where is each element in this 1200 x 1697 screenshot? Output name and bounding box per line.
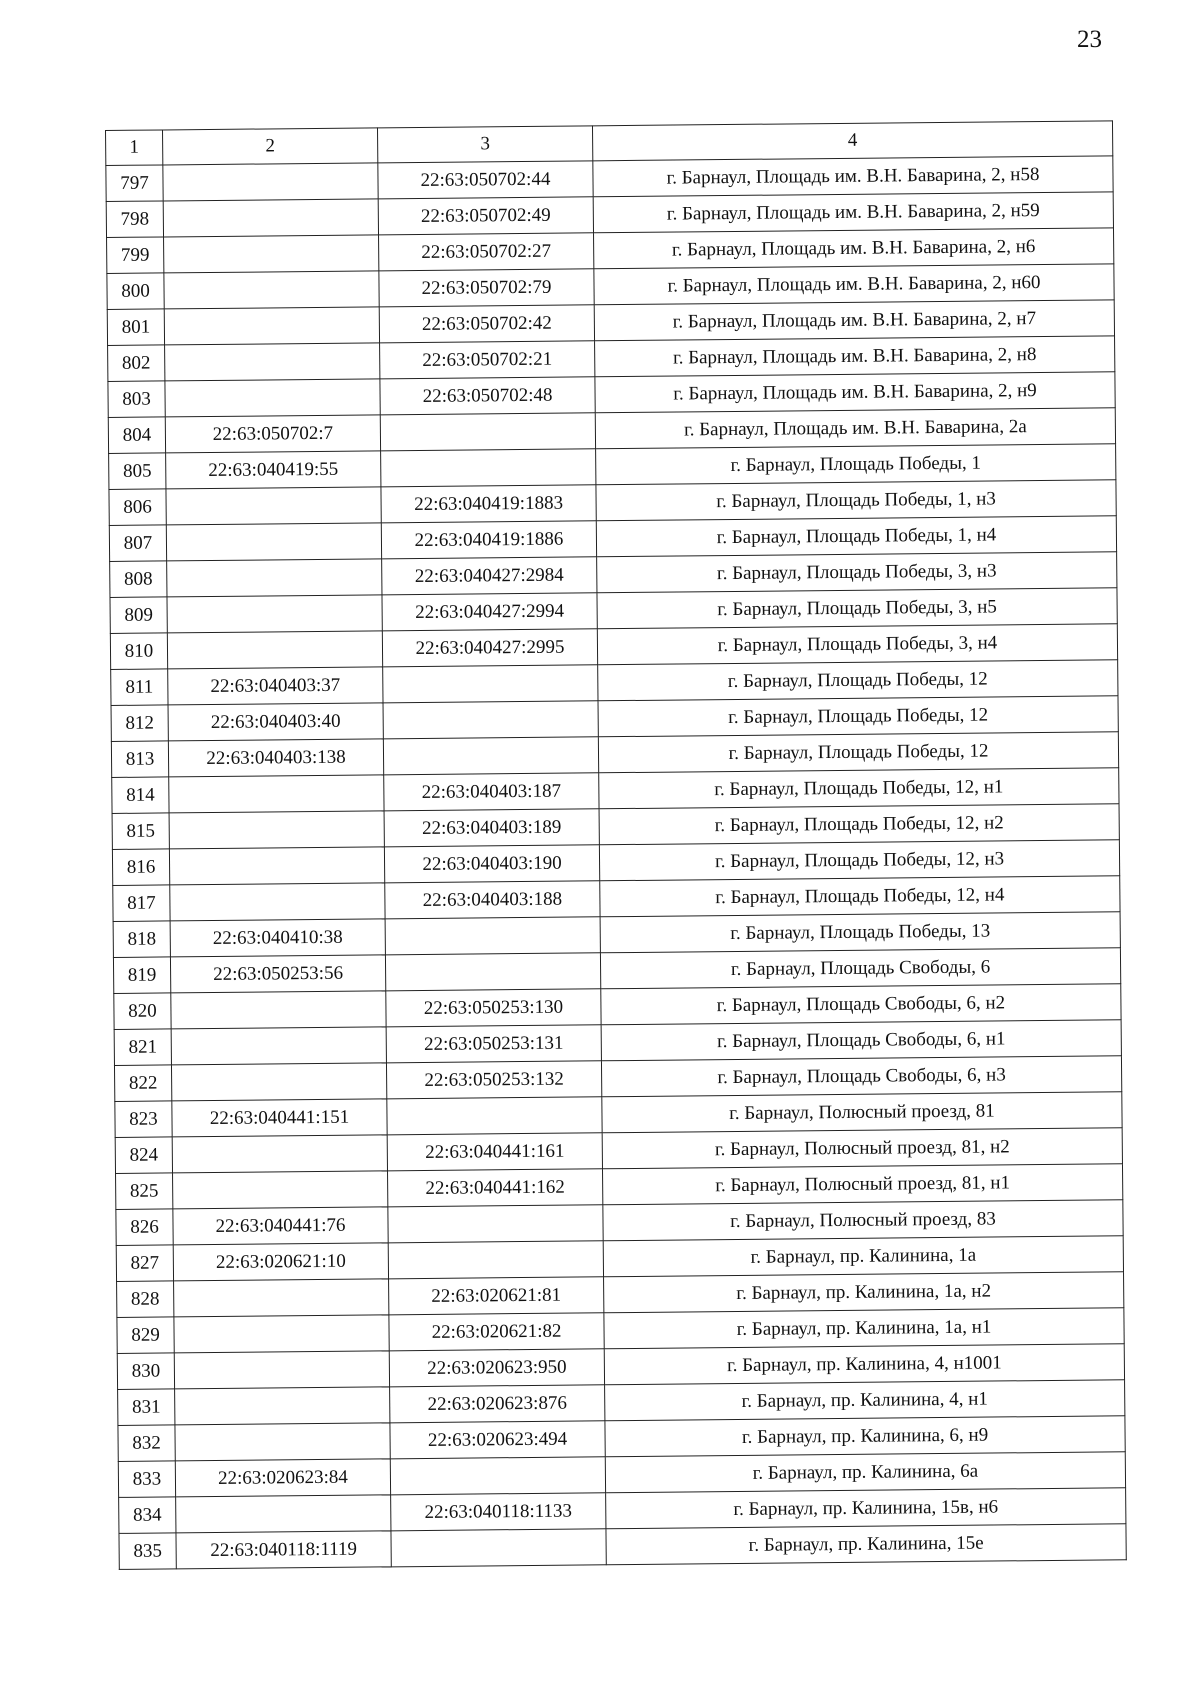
land-cadastral-number-cell: 22:63:040403:138 xyxy=(168,739,383,777)
row-number-cell: 815 xyxy=(112,813,169,850)
address-cell: г. Барнаул, Площадь Победы, 12 xyxy=(598,660,1118,701)
row-number-cell: 826 xyxy=(116,1209,173,1246)
land-cadastral-number-cell xyxy=(173,1171,388,1209)
land-cadastral-number-cell xyxy=(171,1027,386,1065)
row-number-cell: 831 xyxy=(118,1389,175,1426)
row-number-cell: 829 xyxy=(117,1317,174,1354)
building-cadastral-number-cell xyxy=(383,701,598,739)
building-cadastral-number-cell: 22:63:020621:81 xyxy=(389,1277,604,1315)
land-cadastral-number-cell: 22:63:040403:37 xyxy=(168,667,383,705)
building-cadastral-number-cell xyxy=(387,1097,602,1135)
address-cell: г. Барнаул, Полюсный проезд, 81, н2 xyxy=(602,1128,1122,1169)
column-header-3: 3 xyxy=(377,126,592,163)
building-cadastral-number-cell: 22:63:040419:1886 xyxy=(381,521,596,559)
row-number-cell: 803 xyxy=(108,381,165,418)
row-number-cell: 827 xyxy=(116,1245,173,1282)
building-cadastral-number-cell: 22:63:050702:79 xyxy=(379,269,594,307)
building-cadastral-number-cell xyxy=(383,737,598,775)
land-cadastral-number-cell: 22:63:020621:10 xyxy=(173,1243,388,1281)
building-cadastral-number-cell xyxy=(380,413,595,451)
address-cell: г. Барнаул, Площадь им. В.Н. Баварина, 2, н6 xyxy=(594,228,1114,269)
row-number-cell: 823 xyxy=(115,1101,172,1138)
address-cell: г. Барнаул, Площадь Победы, 1, н4 xyxy=(596,516,1116,557)
building-cadastral-number-cell xyxy=(391,1529,606,1567)
address-cell: г. Барнаул, Площадь Свободы, 6 xyxy=(600,948,1120,989)
row-number-cell: 816 xyxy=(112,849,169,886)
building-cadastral-number-cell xyxy=(385,953,600,991)
land-cadastral-number-cell xyxy=(165,379,380,417)
address-cell: г. Барнаул, Полюсный проезд, 81 xyxy=(602,1092,1122,1133)
row-number-cell: 817 xyxy=(113,885,170,922)
building-cadastral-number-cell: 22:63:020623:950 xyxy=(389,1349,604,1387)
address-cell: г. Барнаул, Площадь Победы, 3, н5 xyxy=(597,588,1117,629)
address-cell: г. Барнаул, пр. Калинина, 4, н1001 xyxy=(604,1344,1124,1385)
address-cell: г. Барнаул, Площадь Победы, 3, н3 xyxy=(597,552,1117,593)
row-number-cell: 835 xyxy=(119,1533,176,1570)
row-number-cell: 825 xyxy=(116,1173,173,1210)
land-cadastral-number-cell xyxy=(163,199,378,237)
address-cell: г. Барнаул, пр. Калинина, 6а xyxy=(605,1452,1125,1493)
address-cell: г. Барнаул, Площадь им. В.Н. Баварина, 2, н58 xyxy=(593,156,1113,197)
address-cell: г. Барнаул, Площадь Свободы, 6, н2 xyxy=(601,984,1121,1025)
building-cadastral-number-cell: 22:63:050253:130 xyxy=(386,989,601,1027)
row-number-cell: 809 xyxy=(110,597,167,634)
land-cadastral-number-cell xyxy=(169,811,384,849)
building-cadastral-number-cell: 22:63:050253:132 xyxy=(386,1061,601,1099)
land-cadastral-number-cell xyxy=(172,1135,387,1173)
building-cadastral-number-cell: 22:63:040403:189 xyxy=(384,809,599,847)
land-cadastral-number-cell: 22:63:050702:7 xyxy=(165,415,380,453)
address-cell: г. Барнаул, Площадь им. В.Н. Баварина, 2, н8 xyxy=(595,336,1115,377)
address-cell: г. Барнаул, Площадь им. В.Н. Баварина, 2, н59 xyxy=(593,192,1113,233)
address-cell: г. Барнаул, пр. Калинина, 15в, н6 xyxy=(606,1488,1126,1529)
address-cell: г. Барнаул, Площадь Победы, 1, н3 xyxy=(596,480,1116,521)
row-number-cell: 814 xyxy=(112,777,169,814)
building-cadastral-number-cell: 22:63:040403:187 xyxy=(384,773,599,811)
land-cadastral-number-cell xyxy=(175,1423,390,1461)
land-cadastral-number-cell: 22:63:040118:1119 xyxy=(176,1531,391,1569)
building-cadastral-number-cell: 22:63:040441:162 xyxy=(388,1169,603,1207)
address-cell: г. Барнаул, Площадь Победы, 12, н2 xyxy=(599,804,1119,845)
row-number-cell: 810 xyxy=(110,633,167,670)
address-cell: г. Барнаул, Площадь им. В.Н. Баварина, 2, н60 xyxy=(594,264,1114,305)
column-header-2: 2 xyxy=(163,128,378,165)
address-cell: г. Барнаул, Площадь им. В.Н. Баварина, 2, н9 xyxy=(595,372,1115,413)
building-cadastral-number-cell: 22:63:040427:2984 xyxy=(382,557,597,595)
address-cell: г. Барнаул, Полюсный проезд, 83 xyxy=(603,1200,1123,1241)
building-cadastral-number-cell xyxy=(390,1457,605,1495)
address-cell: г. Барнаул, Площадь Победы, 12, н3 xyxy=(599,840,1119,881)
building-cadastral-number-cell xyxy=(385,917,600,955)
building-cadastral-number-cell: 22:63:040118:1133 xyxy=(391,1493,606,1531)
building-cadastral-number-cell: 22:63:020623:876 xyxy=(390,1385,605,1423)
land-cadastral-number-cell xyxy=(170,883,385,921)
building-cadastral-number-cell: 22:63:040427:2994 xyxy=(382,593,597,631)
building-cadastral-number-cell: 22:63:050702:42 xyxy=(379,305,594,343)
row-number-cell: 819 xyxy=(113,957,170,994)
row-number-cell: 822 xyxy=(114,1065,171,1102)
building-cadastral-number-cell: 22:63:040441:161 xyxy=(387,1133,602,1171)
row-number-cell: 830 xyxy=(117,1353,174,1390)
address-cell: г. Барнаул, Полюсный проезд, 81, н1 xyxy=(602,1164,1122,1205)
row-number-cell: 805 xyxy=(109,453,166,490)
address-cell: г. Барнаул, Площадь Победы, 12, н4 xyxy=(600,876,1120,917)
address-cell: г. Барнаул, Площадь им. В.Н. Баварина, 2, н7 xyxy=(594,300,1114,341)
row-number-cell: 832 xyxy=(118,1425,175,1462)
building-cadastral-number-cell xyxy=(388,1205,603,1243)
row-number-cell: 799 xyxy=(107,237,164,274)
row-number-cell: 813 xyxy=(111,741,168,778)
row-number-cell: 833 xyxy=(118,1461,175,1498)
building-cadastral-number-cell: 22:63:040403:190 xyxy=(384,845,599,883)
building-cadastral-number-cell: 22:63:050253:131 xyxy=(386,1025,601,1063)
row-number-cell: 818 xyxy=(113,921,170,958)
land-cadastral-number-cell xyxy=(163,163,378,201)
registry-table xyxy=(105,120,1127,1570)
building-cadastral-number-cell: 22:63:050702:21 xyxy=(380,341,595,379)
address-cell: г. Барнаул, пр. Калинина, 1а, н1 xyxy=(604,1308,1124,1349)
address-cell: г. Барнаул, Площадь Победы, 12, н1 xyxy=(599,768,1119,809)
building-cadastral-number-cell xyxy=(383,665,598,703)
address-cell: г. Барнаул, Площадь Победы, 13 xyxy=(600,912,1120,953)
building-cadastral-number-cell xyxy=(388,1241,603,1279)
land-cadastral-number-cell: 22:63:040441:151 xyxy=(172,1099,387,1137)
land-cadastral-number-cell xyxy=(164,271,379,309)
building-cadastral-number-cell: 22:63:020623:494 xyxy=(390,1421,605,1459)
land-cadastral-number-cell xyxy=(166,487,381,525)
address-cell: г. Барнаул, Площадь Свободы, 6, н3 xyxy=(601,1056,1121,1097)
page-number: 23 xyxy=(1077,26,1102,53)
land-cadastral-number-cell xyxy=(169,775,384,813)
building-cadastral-number-cell: 22:63:040419:1883 xyxy=(381,485,596,523)
row-number-cell: 804 xyxy=(108,417,165,454)
building-cadastral-number-cell: 22:63:050702:48 xyxy=(380,377,595,415)
land-cadastral-number-cell xyxy=(171,1063,386,1101)
address-cell: г. Барнаул, пр. Калинина, 4, н1 xyxy=(605,1380,1125,1421)
row-number-cell: 801 xyxy=(107,309,164,346)
land-cadastral-number-cell xyxy=(174,1279,389,1317)
building-cadastral-number-cell: 22:63:040403:188 xyxy=(385,881,600,919)
address-cell: г. Барнаул, Площадь Победы, 12 xyxy=(598,696,1118,737)
row-number-cell: 807 xyxy=(109,525,166,562)
address-cell: г. Барнаул, пр. Калинина, 1а, н2 xyxy=(604,1272,1124,1313)
table-body xyxy=(106,156,1126,1570)
land-cadastral-number-cell: 22:63:020623:84 xyxy=(175,1459,390,1497)
row-number-cell: 800 xyxy=(107,273,164,310)
column-header-1: 1 xyxy=(106,130,163,166)
row-number-cell: 834 xyxy=(119,1497,176,1534)
address-cell: г. Барнаул, пр. Калинина, 6, н9 xyxy=(605,1416,1125,1457)
land-cadastral-number-cell: 22:63:040410:38 xyxy=(170,919,385,957)
land-cadastral-number-cell: 22:63:040403:40 xyxy=(168,703,383,741)
row-number-cell: 828 xyxy=(117,1281,174,1318)
row-number-cell: 820 xyxy=(114,993,171,1030)
row-number-cell: 812 xyxy=(111,705,168,742)
land-cadastral-number-cell xyxy=(167,595,382,633)
land-cadastral-number-cell: 22:63:040419:55 xyxy=(166,451,381,489)
land-cadastral-number-cell xyxy=(171,991,386,1029)
address-cell: г. Барнаул, Площадь Победы, 1 xyxy=(596,444,1116,485)
row-number-cell: 808 xyxy=(110,561,167,598)
building-cadastral-number-cell: 22:63:050702:44 xyxy=(378,161,593,199)
land-cadastral-number-cell xyxy=(174,1315,389,1353)
land-cadastral-number-cell xyxy=(176,1495,391,1533)
land-cadastral-number-cell xyxy=(166,523,381,561)
row-number-cell: 821 xyxy=(114,1029,171,1066)
land-cadastral-number-cell xyxy=(167,559,382,597)
address-cell: г. Барнаул, Площадь им. В.Н. Баварина, 2а xyxy=(595,408,1115,449)
building-cadastral-number-cell xyxy=(381,449,596,487)
land-cadastral-number-cell xyxy=(174,1351,389,1389)
row-number-cell: 797 xyxy=(106,165,163,202)
row-number-cell: 802 xyxy=(108,345,165,382)
land-cadastral-number-cell: 22:63:040441:76 xyxy=(173,1207,388,1245)
column-header-4: 4 xyxy=(592,121,1112,161)
row-number-cell: 806 xyxy=(109,489,166,526)
row-number-cell: 798 xyxy=(106,201,163,238)
address-cell: г. Барнаул, Площадь Свободы, 6, н1 xyxy=(601,1020,1121,1061)
land-cadastral-number-cell xyxy=(165,343,380,381)
row-number-cell: 811 xyxy=(111,669,168,706)
address-cell: г. Барнаул, пр. Калинина, 1а xyxy=(603,1236,1123,1277)
row-number-cell: 824 xyxy=(115,1137,172,1174)
building-cadastral-number-cell: 22:63:050702:27 xyxy=(379,233,594,271)
land-cadastral-number-cell: 22:63:050253:56 xyxy=(170,955,385,993)
address-cell: г. Барнаул, Площадь Победы, 12 xyxy=(598,732,1118,773)
land-cadastral-number-cell xyxy=(175,1387,390,1425)
land-cadastral-number-cell xyxy=(167,631,382,669)
land-cadastral-number-cell xyxy=(164,307,379,345)
building-cadastral-number-cell: 22:63:020621:82 xyxy=(389,1313,604,1351)
address-cell: г. Барнаул, Площадь Победы, 3, н4 xyxy=(597,624,1117,665)
land-cadastral-number-cell xyxy=(164,235,379,273)
address-cell: г. Барнаул, пр. Калинина, 15е xyxy=(606,1524,1126,1565)
land-cadastral-number-cell xyxy=(169,847,384,885)
building-cadastral-number-cell: 22:63:050702:49 xyxy=(378,197,593,235)
registry-table-container xyxy=(105,120,1127,1570)
building-cadastral-number-cell: 22:63:040427:2995 xyxy=(382,629,597,667)
